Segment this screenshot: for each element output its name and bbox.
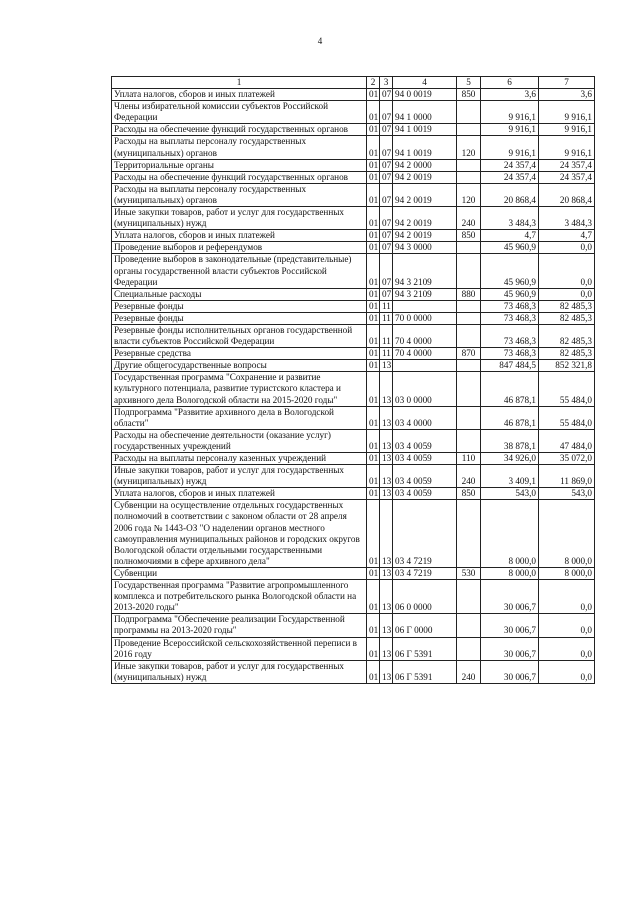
row-expense-type [457, 372, 481, 406]
row-subsection: 07 [380, 101, 393, 124]
row-amount-year-2: 9 916,1 [539, 101, 595, 124]
table-row [112, 124, 595, 136]
row-amount-year-1: 847 484,5 [481, 360, 539, 372]
row-subsection: 07 [380, 159, 393, 171]
row-target-article: 03 4 0000 [393, 406, 457, 429]
row-subsection: 07 [380, 183, 393, 206]
header-col-3: 3 [380, 77, 393, 89]
row-name: Государственная программа "Развитие агропромышленного комплекса и потребительского рынка Вологодской области на 2013-2020 годы" [112, 580, 367, 614]
row-amount-year-2: 9 916,1 [539, 136, 595, 159]
row-amount-year-1: 45 960,9 [481, 254, 539, 288]
header-col-6: 6 [481, 77, 539, 89]
row-subsection: 07 [380, 136, 393, 159]
row-amount-year-2: 0,0 [539, 614, 595, 637]
row-section: 01 [367, 171, 380, 183]
row-name: Иные закупки товаров, работ и услуг для государственных (муниципальных) нужд [112, 465, 367, 488]
row-subsection: 07 [380, 124, 393, 136]
row-expense-type: 880 [457, 288, 481, 300]
row-target-article: 94 0 0019 [393, 89, 457, 101]
row-amount-year-1: 3 484,3 [481, 207, 539, 230]
row-target-article: 03 4 0059 [393, 465, 457, 488]
page-number: 4 [317, 36, 323, 46]
row-section: 01 [367, 124, 380, 136]
row-section: 01 [367, 660, 380, 683]
row-amount-year-2: 82 485,3 [539, 312, 595, 324]
row-name: Уплата налогов, сборов и иных платежей [112, 488, 367, 500]
row-name: Расходы на обеспечение функций государственных органов [112, 171, 367, 183]
table-row [112, 207, 595, 230]
table-row [112, 348, 595, 360]
row-section: 01 [367, 312, 380, 324]
row-section: 01 [367, 242, 380, 254]
row-amount-year-1: 8 000,0 [481, 500, 539, 568]
row-amount-year-1: 4,7 [481, 230, 539, 242]
table-row [112, 288, 595, 300]
budget-table [111, 76, 595, 684]
row-amount-year-2: 0,0 [539, 288, 595, 300]
table-row [112, 101, 595, 124]
row-subsection: 07 [380, 207, 393, 230]
row-section: 01 [367, 288, 380, 300]
row-target-article: 94 1 0000 [393, 101, 457, 124]
row-amount-year-1: 73 468,3 [481, 324, 539, 347]
row-amount-year-2: 11 869,0 [539, 465, 595, 488]
row-section: 01 [367, 500, 380, 568]
row-expense-type [457, 614, 481, 637]
row-section: 01 [367, 465, 380, 488]
row-amount-year-2: 24 357,4 [539, 171, 595, 183]
row-name: Субвенции [112, 567, 367, 579]
row-expense-type [457, 242, 481, 254]
row-expense-type [457, 324, 481, 347]
row-expense-type: 850 [457, 488, 481, 500]
row-subsection: 13 [380, 637, 393, 660]
row-amount-year-2: 0,0 [539, 254, 595, 288]
row-amount-year-1: 73 468,3 [481, 312, 539, 324]
row-name: Иные закупки товаров, работ и услуг для государственных (муниципальных) нужд [112, 660, 367, 683]
row-subsection: 11 [380, 324, 393, 347]
row-amount-year-2: 852 321,8 [539, 360, 595, 372]
row-target-article: 03 4 0059 [393, 488, 457, 500]
row-amount-year-1: 9 916,1 [481, 136, 539, 159]
row-name: Другие общегосударственные вопросы [112, 360, 367, 372]
header-col-2: 2 [367, 77, 380, 89]
table-row [112, 89, 595, 101]
row-section: 01 [367, 372, 380, 406]
row-name: Подпрограмма "Развитие архивного дела в Вологодской области" [112, 406, 367, 429]
row-amount-year-1: 8 000,0 [481, 567, 539, 579]
row-subsection: 13 [380, 488, 393, 500]
row-subsection: 13 [380, 429, 393, 452]
row-expense-type [457, 429, 481, 452]
row-section: 01 [367, 324, 380, 347]
table-row [112, 637, 595, 660]
row-name: Расходы на обеспечение деятельности (оказание услуг) государственных учреждений [112, 429, 367, 452]
row-name: Государственная программа "Сохранение и развитие культурного потенциала, развитие туристского кластера и архивного дела Вологодской области на 2015-2020 годы" [112, 372, 367, 406]
row-target-article: 94 2 0019 [393, 171, 457, 183]
row-section: 01 [367, 580, 380, 614]
row-amount-year-2: 0,0 [539, 637, 595, 660]
row-target-article: 03 4 7219 [393, 567, 457, 579]
row-subsection: 13 [380, 360, 393, 372]
table-row [112, 360, 595, 372]
table-row [112, 660, 595, 683]
row-target-article: 94 3 2109 [393, 288, 457, 300]
row-subsection: 13 [380, 406, 393, 429]
row-subsection: 13 [380, 453, 393, 465]
row-amount-year-2: 35 072,0 [539, 453, 595, 465]
row-amount-year-1: 20 868,4 [481, 183, 539, 206]
row-amount-year-1: 34 926,0 [481, 453, 539, 465]
row-section: 01 [367, 300, 380, 312]
row-amount-year-2: 82 485,3 [539, 300, 595, 312]
row-expense-type: 110 [457, 453, 481, 465]
row-section: 01 [367, 348, 380, 360]
row-expense-type [457, 406, 481, 429]
row-section: 01 [367, 183, 380, 206]
row-expense-type: 240 [457, 660, 481, 683]
row-expense-type: 850 [457, 230, 481, 242]
row-subsection: 13 [380, 465, 393, 488]
row-subsection: 07 [380, 89, 393, 101]
row-subsection: 11 [380, 300, 393, 312]
row-section: 01 [367, 230, 380, 242]
row-amount-year-1: 543,0 [481, 488, 539, 500]
header-col-5: 5 [457, 77, 481, 89]
row-expense-type [457, 101, 481, 124]
table-row [112, 324, 595, 347]
row-amount-year-2: 55 484,0 [539, 406, 595, 429]
row-expense-type [457, 580, 481, 614]
row-subsection: 11 [380, 312, 393, 324]
header-col-1: 1 [112, 77, 367, 89]
row-target-article: 94 2 0000 [393, 159, 457, 171]
row-amount-year-1: 30 006,7 [481, 614, 539, 637]
row-expense-type: 530 [457, 567, 481, 579]
row-section: 01 [367, 637, 380, 660]
row-expense-type: 240 [457, 207, 481, 230]
row-expense-type [457, 171, 481, 183]
row-amount-year-1: 3,6 [481, 89, 539, 101]
row-amount-year-2: 3 484,3 [539, 207, 595, 230]
row-amount-year-2: 47 484,0 [539, 429, 595, 452]
row-amount-year-2: 55 484,0 [539, 372, 595, 406]
row-target-article [393, 360, 457, 372]
row-subsection: 07 [380, 230, 393, 242]
row-amount-year-2: 8 000,0 [539, 500, 595, 568]
row-section: 01 [367, 89, 380, 101]
row-expense-type [457, 124, 481, 136]
row-amount-year-1: 3 409,1 [481, 465, 539, 488]
row-subsection: 11 [380, 348, 393, 360]
row-name: Расходы на выплаты персоналу государственных (муниципальных) органов [112, 183, 367, 206]
row-target-article: 94 1 0019 [393, 124, 457, 136]
table-header-row [112, 77, 595, 89]
row-name: Уплата налогов, сборов и иных платежей [112, 89, 367, 101]
row-amount-year-1: 24 357,4 [481, 159, 539, 171]
row-target-article: 03 4 7219 [393, 500, 457, 568]
row-amount-year-1: 46 878,1 [481, 406, 539, 429]
table-row [112, 488, 595, 500]
row-target-article: 03 4 0059 [393, 429, 457, 452]
row-name: Территориальные органы [112, 159, 367, 171]
row-amount-year-2: 4,7 [539, 230, 595, 242]
row-amount-year-2: 543,0 [539, 488, 595, 500]
row-amount-year-1: 45 960,9 [481, 242, 539, 254]
row-expense-type: 240 [457, 465, 481, 488]
table-row [112, 242, 595, 254]
row-amount-year-1: 9 916,1 [481, 124, 539, 136]
row-section: 01 [367, 254, 380, 288]
row-target-article: 94 3 2109 [393, 254, 457, 288]
row-amount-year-2: 0,0 [539, 580, 595, 614]
table-row [112, 372, 595, 406]
row-amount-year-2: 82 485,3 [539, 324, 595, 347]
row-section: 01 [367, 567, 380, 579]
row-section: 01 [367, 406, 380, 429]
row-name: Расходы на выплаты персоналу государственных (муниципальных) органов [112, 136, 367, 159]
row-amount-year-1: 9 916,1 [481, 101, 539, 124]
row-section: 01 [367, 453, 380, 465]
row-amount-year-1: 30 006,7 [481, 660, 539, 683]
row-amount-year-1: 30 006,7 [481, 637, 539, 660]
row-name: Резервные фонды [112, 312, 367, 324]
row-amount-year-1: 38 878,1 [481, 429, 539, 452]
row-expense-type [457, 159, 481, 171]
row-section: 01 [367, 101, 380, 124]
row-target-article: 94 2 0019 [393, 207, 457, 230]
row-subsection: 13 [380, 660, 393, 683]
row-section: 01 [367, 488, 380, 500]
row-amount-year-2: 3,6 [539, 89, 595, 101]
row-name: Резервные фонды исполнительных органов государственной власти субъектов Российской Федерации [112, 324, 367, 347]
table-row [112, 580, 595, 614]
row-name: Иные закупки товаров, работ и услуг для государственных (муниципальных) нужд [112, 207, 367, 230]
row-name: Субвенции на осуществление отдельных государственных полномочий в соответствии с законом области от 28 апреля 2006 года № 1443-ОЗ "О наделении органов местного самоуправления муниципальных районов и городских округов Вологодской области отдельными государственными полномочиями в сфере архивного дела" [112, 500, 367, 568]
row-name: Уплата налогов, сборов и иных платежей [112, 230, 367, 242]
table-row [112, 136, 595, 159]
row-subsection: 07 [380, 254, 393, 288]
table-row [112, 171, 595, 183]
row-amount-year-1: 45 960,9 [481, 288, 539, 300]
table-row [112, 254, 595, 288]
row-target-article: 94 3 0000 [393, 242, 457, 254]
row-section: 01 [367, 207, 380, 230]
row-amount-year-2: 0,0 [539, 242, 595, 254]
row-name: Проведение выборов и референдумов [112, 242, 367, 254]
row-name: Специальные расходы [112, 288, 367, 300]
row-expense-type [457, 360, 481, 372]
row-amount-year-2: 8 000,0 [539, 567, 595, 579]
row-target-article: 03 0 0000 [393, 372, 457, 406]
header-col-7: 7 [539, 77, 595, 89]
row-expense-type: 850 [457, 89, 481, 101]
row-name: Резервные средства [112, 348, 367, 360]
row-expense-type [457, 312, 481, 324]
row-amount-year-1: 46 878,1 [481, 372, 539, 406]
row-expense-type [457, 300, 481, 312]
table-row [112, 159, 595, 171]
row-amount-year-2: 20 868,4 [539, 183, 595, 206]
header-col-4: 4 [393, 77, 457, 89]
row-name: Расходы на обеспечение функций государственных органов [112, 124, 367, 136]
row-subsection: 13 [380, 567, 393, 579]
table-row [112, 230, 595, 242]
row-target-article: 70 4 0000 [393, 324, 457, 347]
row-name: Проведение выборов в законодательные (представительные) органы государственной власти субъектов Российской Федерации [112, 254, 367, 288]
row-amount-year-2: 24 357,4 [539, 159, 595, 171]
row-section: 01 [367, 360, 380, 372]
row-section: 01 [367, 614, 380, 637]
row-subsection: 07 [380, 171, 393, 183]
table-row [112, 429, 595, 452]
table-row [112, 406, 595, 429]
row-amount-year-2: 9 916,1 [539, 124, 595, 136]
row-name: Резервные фонды [112, 300, 367, 312]
table-row [112, 183, 595, 206]
row-amount-year-1: 30 006,7 [481, 580, 539, 614]
table-row [112, 567, 595, 579]
row-subsection: 07 [380, 288, 393, 300]
row-amount-year-2: 0,0 [539, 660, 595, 683]
table-row [112, 453, 595, 465]
row-target-article: 70 0 0000 [393, 312, 457, 324]
row-target-article: 94 1 0019 [393, 136, 457, 159]
table-row [112, 312, 595, 324]
row-target-article: 06 Г 5391 [393, 660, 457, 683]
row-subsection: 13 [380, 614, 393, 637]
row-name: Расходы на выплаты персоналу казенных учреждений [112, 453, 367, 465]
row-target-article: 70 4 0000 [393, 348, 457, 360]
row-expense-type: 870 [457, 348, 481, 360]
row-amount-year-1: 24 357,4 [481, 171, 539, 183]
row-target-article: 94 2 0019 [393, 183, 457, 206]
row-expense-type [457, 637, 481, 660]
row-section: 01 [367, 159, 380, 171]
row-subsection: 13 [380, 372, 393, 406]
row-target-article: 94 2 0019 [393, 230, 457, 242]
row-subsection: 07 [380, 242, 393, 254]
table-row [112, 465, 595, 488]
table-row [112, 300, 595, 312]
row-section: 01 [367, 136, 380, 159]
row-name: Подпрограмма "Обеспечение реализации Государственной программы на 2013-2020 годы" [112, 614, 367, 637]
row-amount-year-1: 73 468,3 [481, 300, 539, 312]
row-subsection: 13 [380, 500, 393, 568]
row-target-article: 03 4 0059 [393, 453, 457, 465]
row-expense-type: 120 [457, 136, 481, 159]
row-expense-type [457, 500, 481, 568]
row-name: Проведение Всероссийской сельскохозяйственной переписи в 2016 году [112, 637, 367, 660]
row-target-article [393, 300, 457, 312]
table-row [112, 614, 595, 637]
row-expense-type [457, 254, 481, 288]
row-name: Члены избирательной комиссии субъектов Российской Федерации [112, 101, 367, 124]
row-target-article: 06 Г 5391 [393, 637, 457, 660]
row-amount-year-1: 73 468,3 [481, 348, 539, 360]
row-expense-type: 120 [457, 183, 481, 206]
row-subsection: 13 [380, 580, 393, 614]
row-target-article: 06 Г 0000 [393, 614, 457, 637]
table-row [112, 500, 595, 568]
row-section: 01 [367, 429, 380, 452]
row-amount-year-2: 82 485,3 [539, 348, 595, 360]
row-target-article: 06 0 0000 [393, 580, 457, 614]
